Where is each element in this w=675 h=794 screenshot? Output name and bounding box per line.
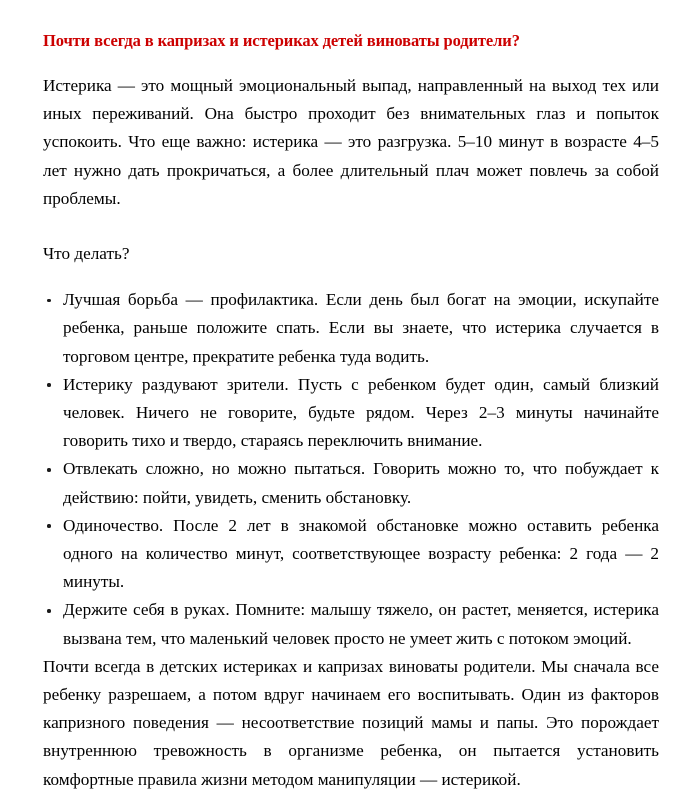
bullet-icon (47, 609, 51, 613)
list-item-text: Держите себя в руках. Помните: малышу тяжело, он растет, меняется, истерика вызвана тем, что маленький человек просто не умеет жить с потоком эмоций. (63, 600, 659, 648)
bullet-icon (47, 468, 51, 472)
list-item-text: Одиночество. После 2 лет в знакомой обстановке можно оставить ребенка одного на количество минут, соответствующее возрасту ребенка: 2 года — 2 минуты. (63, 515, 659, 592)
document-body (43, 72, 659, 794)
page-title: Почти всегда в капризах и истериках детей виноваты родители? (43, 31, 520, 50)
bullet-icon (47, 524, 51, 528)
question-line: Что делать? (43, 244, 130, 264)
bullet-icon (47, 299, 51, 303)
list-item (43, 512, 659, 597)
intro-paragraph: Истерика — это мощный эмоциональный выпад, направленный на выход тех или иных переживаний. Она быстро проходит без внимательных глаз и попыток успокоить. Что еще важно: истерика — это разгрузка. 5–10 минут в возрасте 4–5 лет нужно дать прокричаться, а более длительный плач может повлечь за собой проблемы. (43, 76, 659, 208)
list-item (43, 455, 659, 511)
bullet-icon (47, 383, 51, 387)
list-item (43, 286, 659, 371)
list-item-text: Отвлекать сложно, но можно пытаться. Говорить можно то, что побуждает к действию: пойти, увидеть, сменить обстановку. (63, 459, 659, 507)
list-item-text: Истерику раздувают зрители. Пусть с ребенком будет один, самый близкий человек. Ничего не говорите, будьте рядом. Через 2–3 минуты начинайте говорить тихо и твердо, стараясь переключить внимание. (63, 374, 659, 451)
list-item (43, 596, 659, 652)
list-item-text: Лучшая борьба — профилактика. Если день был богат на эмоции, искупайте ребенка, раньше положите спать. Если вы знаете, что истерика случается в торговом центре, прекратите ребенка туда водить. (63, 290, 659, 366)
list-item (43, 371, 659, 456)
advice-list (43, 286, 659, 653)
closing-paragraph: Почти всегда в детских истериках и капризах виноваты родители. Мы сначала все ребенку разрешаем, а потом вдруг начинаем его воспитывать. Один из факторов капризного поведения — несоответствие позиций мамы и папы. Это порождает внутреннюю тревожность в организме ребенка, он пытается установить комфортные правила жизни методом манипуляции — истерикой. (43, 656, 659, 789)
